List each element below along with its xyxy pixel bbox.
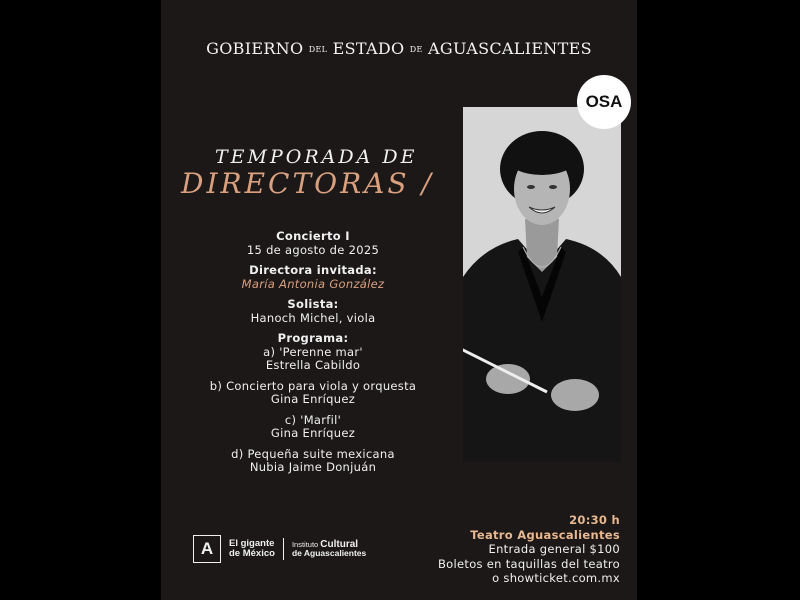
icac-logo <box>292 540 366 558</box>
entry-price: Entrada general $100 <box>488 542 620 556</box>
poster <box>161 0 637 600</box>
gigante-line-1: El gigante <box>229 538 275 549</box>
sponsor-logos <box>193 535 366 563</box>
soloist-name: Hanoch Michel, viola <box>250 310 376 325</box>
event-time: 20:30 h <box>569 513 620 527</box>
concert-date: 15 de agosto de 2025 <box>246 242 380 257</box>
gov-word-5: AGUASCALIENTES <box>428 39 592 58</box>
gigante-logo <box>229 539 275 559</box>
government-header <box>161 39 637 58</box>
program-item-composer: Gina Enríquez <box>270 392 356 406</box>
gov-word-1: GOBIERNO <box>206 39 304 58</box>
venue-name: Teatro Aguascalientes <box>470 527 620 542</box>
gigante-line-2: de México <box>229 548 275 559</box>
director-label: Directora invitada: <box>249 263 377 277</box>
director-photo <box>463 107 621 462</box>
program-item-title: a) 'Perenne mar' <box>263 344 363 359</box>
program-label: Programa: <box>277 331 349 345</box>
gov-word-2: DEL <box>308 45 328 54</box>
soloist-label: Solista: <box>287 297 339 311</box>
program-item-composer: Nubia Jaime Donjuán <box>249 460 377 474</box>
icac-line-2: de Aguascalientes <box>291 548 367 558</box>
ticket-info: Boletos en taquillas del teatro <box>437 556 620 571</box>
ticket-website: o showticket.com.mx <box>492 571 620 585</box>
program-item-composer: Gina Enríquez <box>270 426 356 440</box>
icac-word-2: Cultural <box>320 539 359 550</box>
program-details <box>167 230 459 475</box>
program-item-title: b) Concierto para viola y orquesta <box>209 378 417 393</box>
logo-divider <box>283 538 284 560</box>
title-line-2: DIRECTORAS / <box>181 167 434 200</box>
title-line-1: TEMPORADA DE <box>215 146 418 168</box>
program-item-title: c) 'Marfil' <box>284 412 342 427</box>
osa-logo: OSA <box>577 75 631 129</box>
concert-label: Concierto I <box>276 229 350 243</box>
gov-word-3: ESTADO <box>332 39 405 58</box>
icac-word-1: Instituto <box>291 540 319 549</box>
program-item-title: d) Pequeña suite mexicana <box>231 446 395 461</box>
venue-info <box>438 513 620 586</box>
program-item-composer: Estrella Cabildo <box>265 358 361 372</box>
aguascalientes-logo-icon: A <box>193 535 221 563</box>
gov-word-4: DE <box>409 45 423 54</box>
director-name: María Antonia González <box>241 276 385 291</box>
